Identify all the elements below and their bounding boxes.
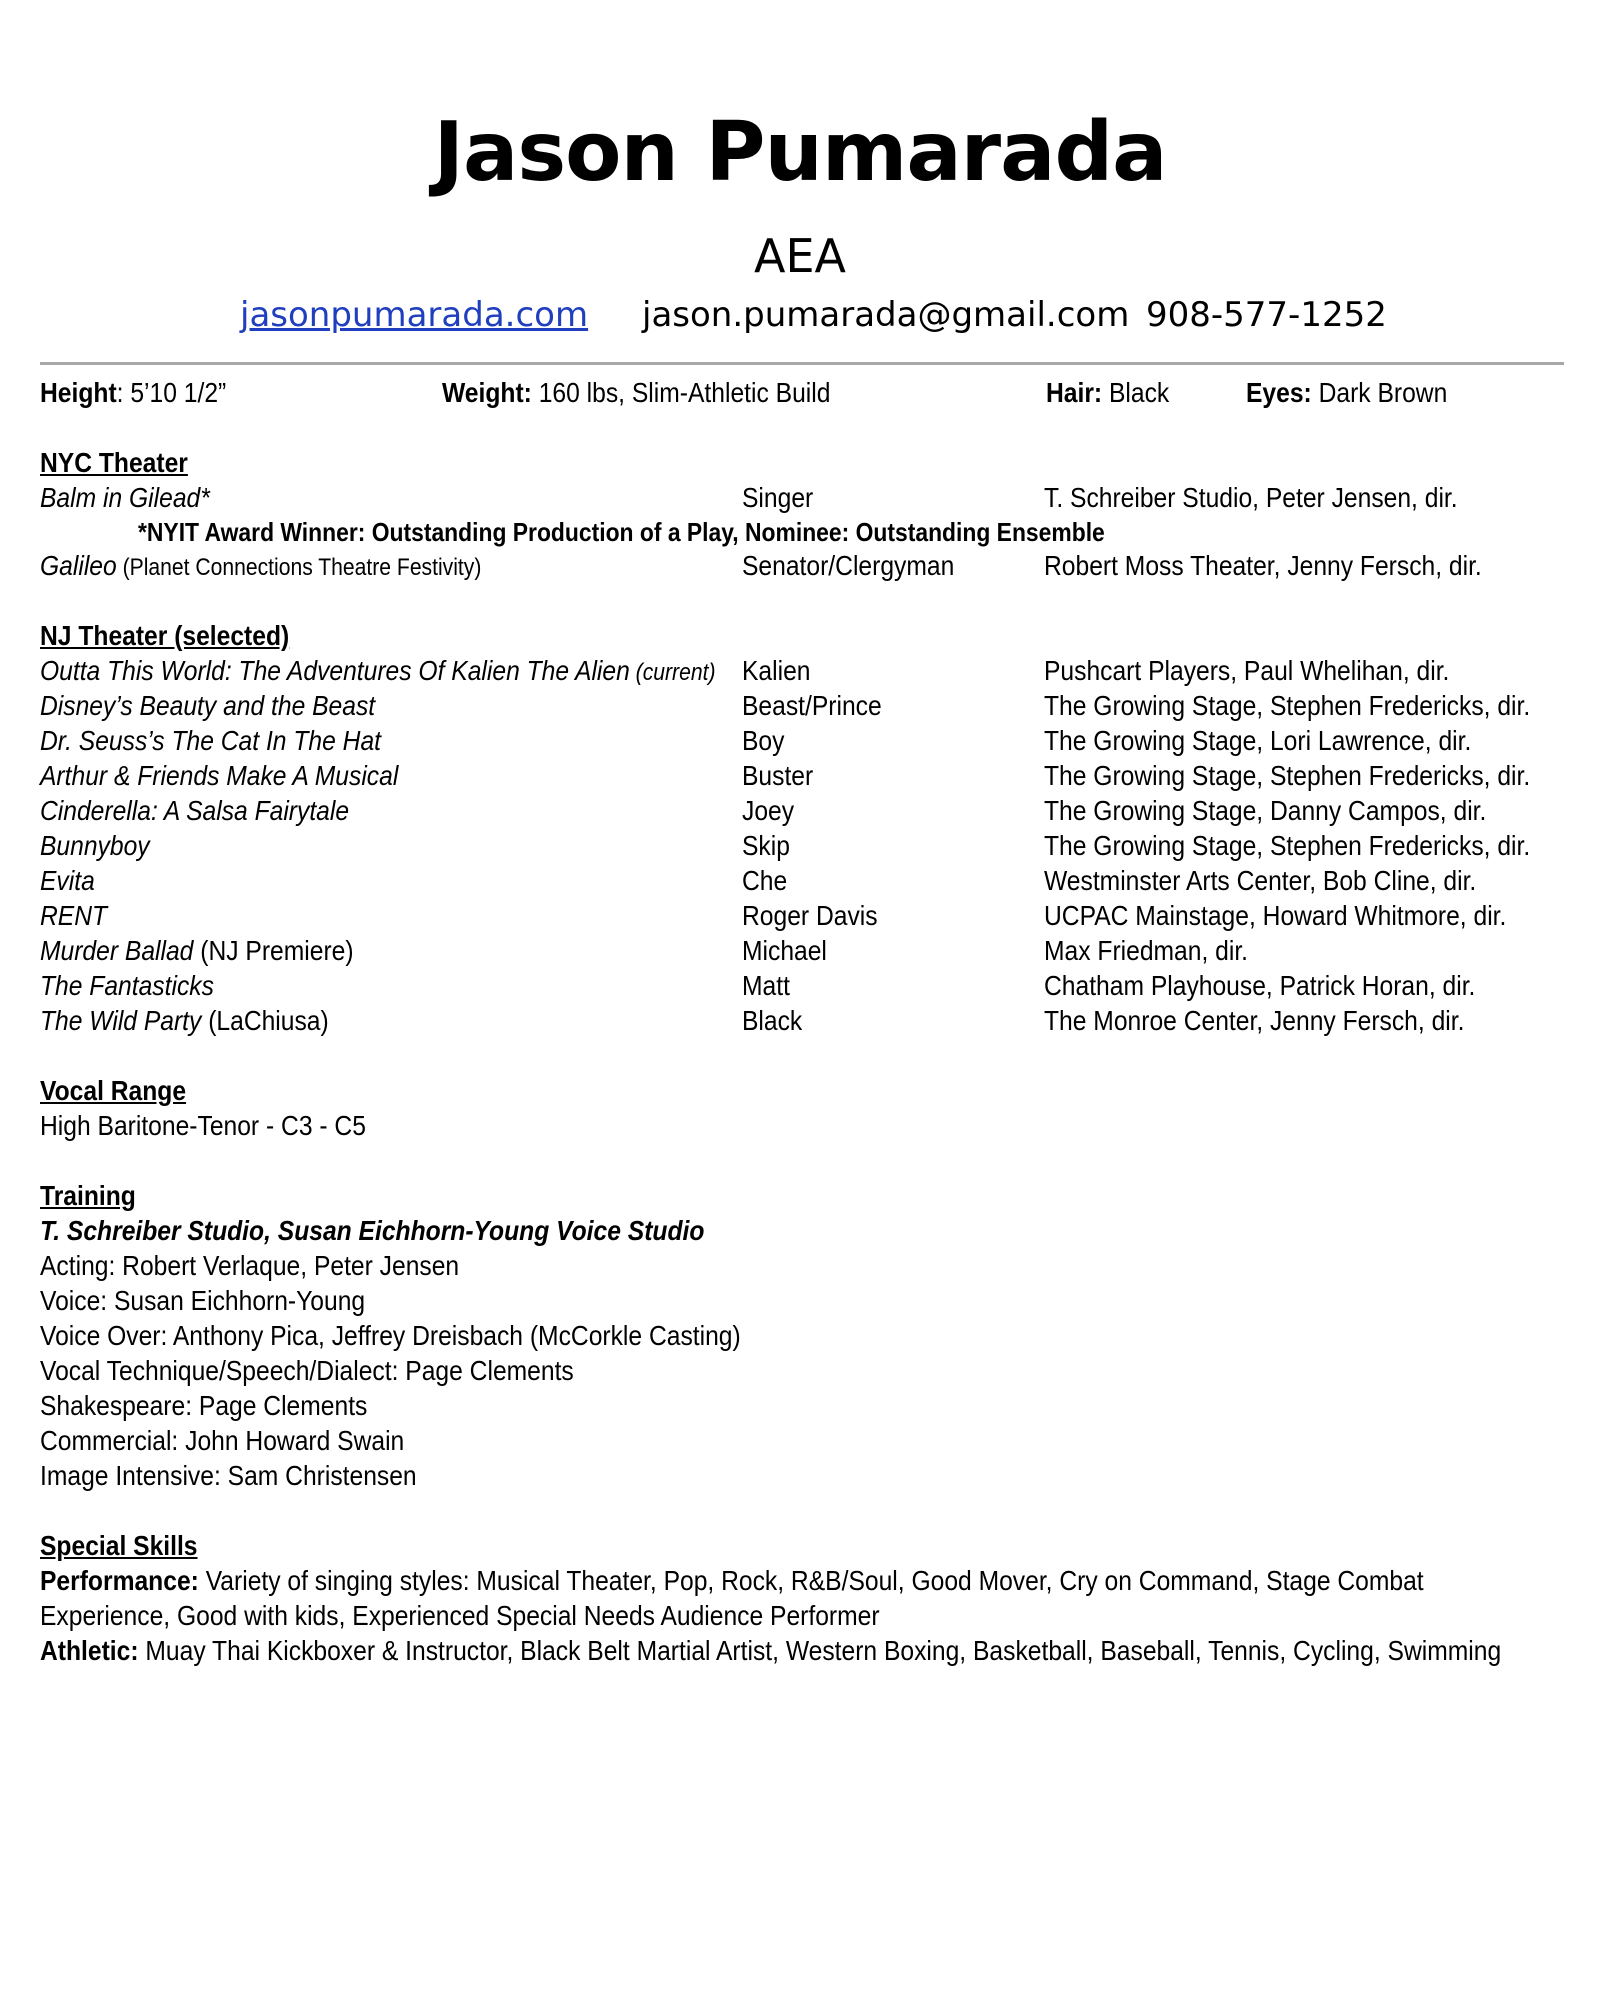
credit-role: Che (742, 865, 788, 896)
show-title: The Wild Party (40, 1005, 202, 1036)
show-title: The Fantasticks (40, 970, 214, 1001)
credit-company: Westminster Arts Center, Bob Cline, dir. (1044, 865, 1477, 896)
credit-title (40, 724, 381, 758)
training-line: Voice: Susan Eichhorn-Young (40, 1285, 366, 1316)
credit-company: The Growing Stage, Stephen Fredericks, dir. (1044, 830, 1531, 861)
training-line: Shakespeare: Page Clements (40, 1390, 368, 1421)
show-note: (current) (629, 659, 716, 686)
credit-company: Chatham Playhouse, Patrick Horan, dir. (1044, 970, 1476, 1001)
credit-role: Singer (742, 482, 814, 513)
show-title: Balm in Gilead* (40, 482, 210, 513)
training-line: Image Intensive: Sam Christensen (40, 1460, 417, 1491)
credit-company: The Growing Stage, Stephen Fredericks, dir. (1044, 690, 1531, 721)
credit-company: The Growing Stage, Danny Campos, dir. (1044, 795, 1487, 826)
credit-company: UCPAC Mainstage, Howard Whitmore, dir. (1044, 900, 1507, 931)
credit-title (40, 1004, 329, 1038)
show-title: Outta This World: The Adventures Of Kalien The Alien (40, 655, 630, 686)
vocal-range-text: High Baritone-Tenor - C3 - C5 (40, 1110, 366, 1141)
credit-role: Buster (742, 760, 814, 791)
credit-role: Roger Davis (742, 900, 878, 931)
website-link[interactable]: jasonpumarada.com (240, 295, 589, 335)
credit-title (40, 864, 95, 898)
eyes-stat (1246, 376, 1447, 410)
eyes-value: Dark Brown (1311, 377, 1448, 408)
show-title: Cinderella: A Salsa Fairytale (40, 795, 350, 826)
union-affiliation: AEA (754, 229, 846, 283)
credit-company: Robert Moss Theater, Jenny Fersch, dir. (1044, 550, 1482, 581)
credit-title (40, 549, 481, 585)
weight-value: 160 lbs, Slim-Athletic Build (531, 377, 831, 408)
credit-title (40, 654, 715, 690)
credit-company: The Monroe Center, Jenny Fersch, dir. (1044, 1005, 1465, 1036)
credit-company: The Growing Stage, Stephen Fredericks, dir. (1044, 760, 1531, 791)
credit-role: Michael (742, 935, 827, 966)
height-value: : 5’10 1/2” (116, 377, 227, 408)
training-line: Commercial: John Howard Swain (40, 1425, 405, 1456)
training-line: Acting: Robert Verlaque, Peter Jensen (40, 1250, 460, 1281)
nyc-theater-heading: NYC Theater (40, 447, 188, 478)
weight-label: Weight: (442, 377, 532, 408)
performance-text: Variety of singing styles: Musical Theater, Pop, Rock, R&B/Soul, Good Mover, Cry on Command, Stage Combat (198, 1565, 1424, 1596)
training-studios: T. Schreiber Studio, Susan Eichhorn-Young Voice Studio (40, 1215, 705, 1246)
show-title: Disney’s Beauty and the Beast (40, 690, 376, 721)
height-label: Height (40, 377, 117, 408)
show-note: (Planet Connections Theatre Festivity) (116, 554, 482, 581)
hair-value: Black (1102, 377, 1170, 408)
show-title: Evita (40, 865, 95, 896)
credit-title (40, 934, 354, 968)
credit-title (40, 794, 349, 828)
actor-name: Jason Pumarada (433, 105, 1167, 200)
training-line: Voice Over: Anthony Pica, Jeffrey Dreisbach (McCorkle Casting) (40, 1320, 741, 1351)
credit-role: Skip (742, 830, 790, 861)
award-note: *NYIT Award Winner: Outstanding Production of a Play, Nominee: Outstanding Ensemble (138, 517, 1105, 547)
header-divider (40, 362, 1564, 365)
credit-title (40, 829, 150, 863)
credit-title (40, 969, 214, 1003)
credit-role: Joey (742, 795, 795, 826)
special-skills-heading: Special Skills (40, 1530, 198, 1561)
nj-theater-heading: NJ Theater (selected) (40, 620, 290, 651)
show-title: RENT (40, 900, 108, 931)
athletic-skills-line (40, 1634, 1501, 1668)
hair-stat (1046, 376, 1169, 410)
credit-title (40, 689, 375, 723)
show-title: Arthur & Friends Make A Musical (40, 760, 399, 791)
credit-company: Pushcart Players, Paul Whelihan, dir. (1044, 655, 1450, 686)
hair-label: Hair: (1046, 377, 1103, 408)
athletic-text: Muay Thai Kickboxer & Instructor, Black Belt Martial Artist, Western Boxing, Basketball, Baseball, Tennis, Cycling, Swimming (138, 1635, 1502, 1666)
credit-title (40, 481, 210, 515)
performance-skills-line (40, 1564, 1424, 1598)
training-heading: Training (40, 1180, 136, 1211)
show-title: Galileo (40, 550, 117, 581)
show-title: Murder Ballad (40, 935, 194, 966)
performance-label: Performance: (40, 1565, 199, 1596)
credit-title (40, 759, 398, 793)
email-address: jason.pumarada@gmail.com (642, 295, 1130, 335)
credit-company: T. Schreiber Studio, Peter Jensen, dir. (1044, 482, 1458, 513)
vocal-range-heading: Vocal Range (40, 1075, 187, 1106)
show-title: Bunnyboy (40, 830, 150, 861)
credit-company: Max Friedman, dir. (1044, 935, 1249, 966)
weight-stat (442, 376, 830, 410)
credit-role: Boy (742, 725, 785, 756)
credit-role: Black (742, 1005, 803, 1036)
phone-number: 908-577-1252 (1146, 295, 1387, 335)
performance-skills-continued: Experience, Good with kids, Experienced Special Needs Audience Performer (40, 1600, 880, 1631)
eyes-label: Eyes: (1246, 377, 1312, 408)
height-stat (40, 376, 226, 410)
credit-role: Beast/Prince (742, 690, 882, 721)
show-note: (LaChiusa) (201, 1005, 329, 1036)
credit-title (40, 899, 107, 933)
training-line: Vocal Technique/Speech/Dialect: Page Clements (40, 1355, 574, 1386)
credit-company: The Growing Stage, Lori Lawrence, dir. (1044, 725, 1472, 756)
credit-role: Senator/Clergyman (742, 550, 955, 581)
athletic-label: Athletic: (40, 1635, 139, 1666)
credit-role: Matt (742, 970, 790, 1001)
credit-role: Kalien (742, 655, 811, 686)
show-title: Dr. Seuss’s The Cat In The Hat (40, 725, 381, 756)
show-note: (NJ Premiere) (193, 935, 354, 966)
